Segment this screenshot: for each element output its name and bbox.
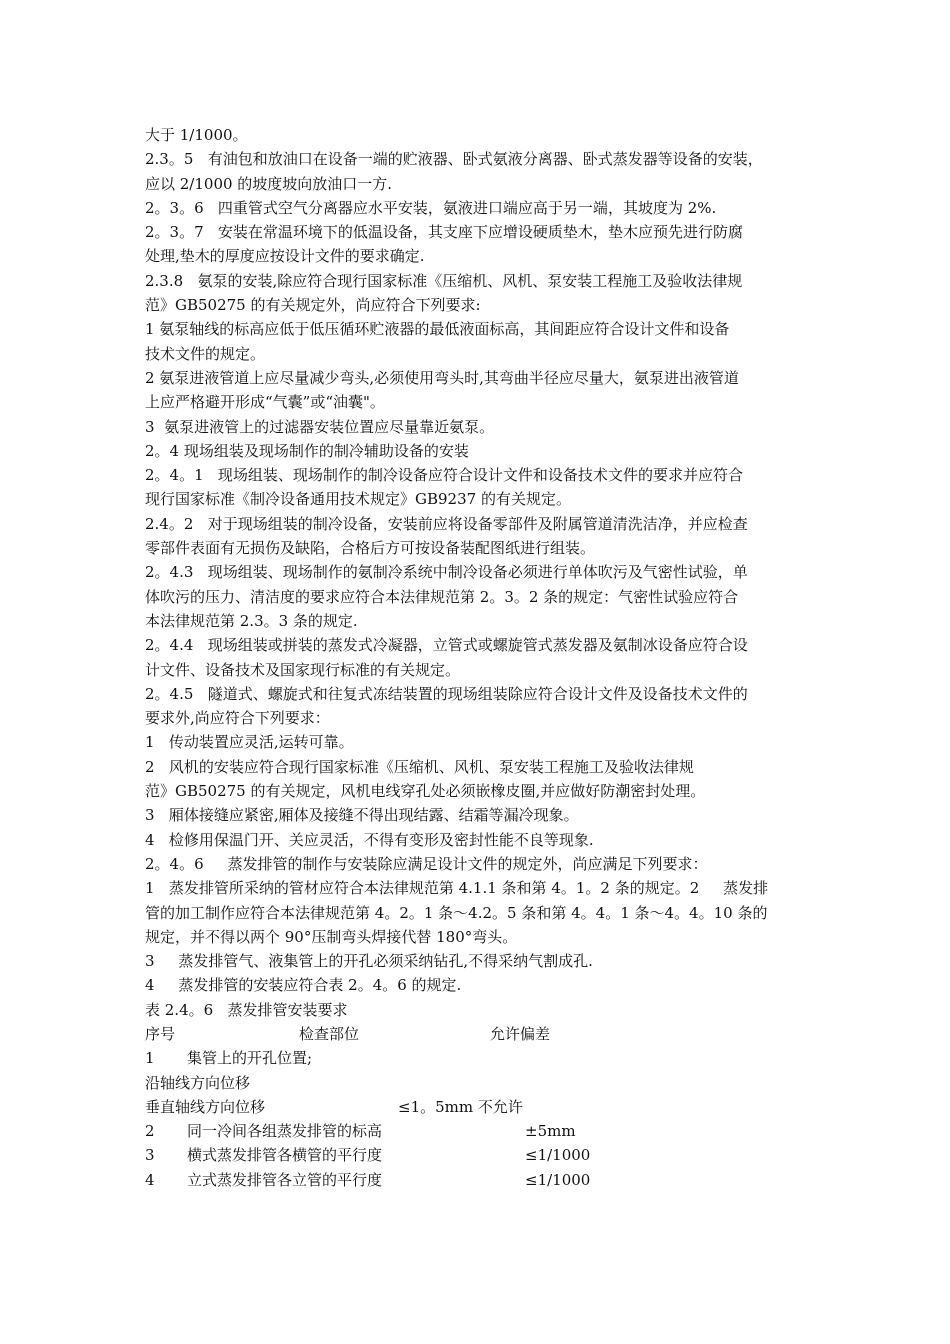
text-line: 计文件、设备技术及国家现行标准的有关规定。 [145,660,461,679]
text-line: 处理,垫木的厚度应按设计文件的要求确定. [145,247,425,266]
table-row [145,1168,815,1192]
text-line: 范》GB50275 的有关规定外，尚应符合下列要求: [145,296,481,315]
row-no: 2 [145,1122,155,1141]
text-line: 体吹污的压力、清洁度的要求应符合本法律规范第 2。3。2 条的规定：气密性试验应符合 [145,587,739,606]
text-line: 1 传动装置应灵活,运转可靠。 [145,733,354,752]
row-no: 3 [145,1146,155,1165]
row-part: 横式蒸发排管各横管的平行度 [187,1146,383,1165]
text-line: 范》GB50275 的有关规定，风机电线穿孔处必须嵌橡皮圈,并应做好防潮密封处理。 [145,782,706,801]
text-line: 2。3。6 四重管式空气分离器应水平安装，氨液进口端应高于另一端，其坡度为 2%. [145,198,717,217]
text-line: 3 厢体接缝应紧密,厢体及接缝不得出现结露、结霜等漏冷现象。 [145,806,579,825]
text-line: 技术文件的规定。 [145,344,266,363]
text-line: 2。4.4 现场组装或拼装的蒸发式冷凝器，立管式或螺旋管式蒸发器及氨制冰设备应符合设 [145,636,748,655]
table-row [145,1119,815,1143]
text-line: 管的加工制作应符合本法律规范第 4。2。1 条～4.2。5 条和第 4。4。1 条～4。4。10 条的 [145,903,768,922]
table-header-row [145,1022,815,1046]
text-line: 4 检修用保温门开、关应灵活，不得有变形及密封性能不良等现象. [145,830,594,849]
row-tolerance: ±5mm [525,1122,576,1141]
text-line: 2 氨泵进液管道上应尽量减少弯头,必须使用弯头时,其弯曲半径应尽量大，氨泵进出液管道 [145,368,739,387]
table-row [145,1071,815,1095]
text-line: 2.3。5 有油包和放油口在设备一端的贮液器、卧式氨液分离器、卧式蒸发器等设备的安装， [145,150,763,169]
text-line: 2 风机的安装应符合现行国家标准《压缩机、风机、泵安装工程施工及验收法律规 [145,757,694,776]
row-tolerance: ≤1。5mm 不允许 [398,1097,523,1116]
text-line: 4 蒸发排管的安装应符合表 2。4。6 的规定. [145,976,462,995]
text-line: 大于 1/1000。 [145,126,248,144]
section-heading: 2。4 现场组装及现场制作的制冷辅助设备的安装 [145,441,469,460]
row-part: 垂直轴线方向位移 [145,1097,266,1116]
header-tolerance: 允许偏差 [490,1024,551,1043]
header-no: 序号 [145,1024,176,1043]
row-tolerance: ≤1/1000 [525,1170,591,1189]
text-line: 2。3。7 安装在常温环境下的低温设备，其支座下应增设硬质垫木，垫木应预先进行防腐 [145,223,743,242]
text-line: 2。4。6 蒸发排管的制作与安装除应满足设计文件的规定外，尚应满足下列要求： [145,854,708,873]
table-row [145,1143,815,1167]
table-caption: 表 2.4。6 蒸发排管安装要求 [145,1000,348,1019]
row-part: 沿轴线方向位移 [145,1073,251,1092]
row-part: 同一冷间各组蒸发排管的标高 [187,1122,383,1141]
text-line: 应以 2/1000 的坡度坡向放油口一方. [145,174,393,193]
row-part: 集管上的开孔位置; [187,1049,313,1068]
text-line: 规定，并不得以两个 90°压制弯头焊接代替 180°弯头。 [145,927,518,946]
document-body [145,123,815,1192]
row-tolerance: ≤1/1000 [525,1146,591,1165]
table-row [145,1046,815,1070]
text-line: 上应严格避开形成“气囊”或“油囊"。 [145,393,385,412]
text-line: 2.4。2 对于现场组装的制冷设备，安装前应将设备零部件及附属管道清洗洁净，并应检查 [145,514,748,533]
tolerance-table [145,1022,815,1192]
text-line: 2。4.3 现场组装、现场制作的氨制冷系统中制冷设备必须进行单体吹污及气密性试验，单 [145,563,748,582]
text-line: 3 蒸发排管气、液集管上的开孔必须采纳钻孔,不得采纳气割成孔. [145,952,593,971]
text-line: 1 氨泵轴线的标高应低于低压循环贮液器的最低液面标高，其间距应符合设计文件和设备 [145,320,730,339]
header-part: 检查部位 [299,1024,360,1043]
row-part: 立式蒸发排管各立管的平行度 [187,1170,383,1189]
text-line: 3 氨泵进液管上的过滤器安装位置应尽量靠近氨泵。 [145,417,495,436]
row-no: 1 [145,1049,155,1068]
text-line: 2。4。1 现场组装、现场制作的制冷设备应符合设计文件和设备技术文件的要求并应符合 [145,466,743,485]
row-no: 4 [145,1170,155,1189]
text-line: 2.3.8 氨泵的安装,除应符合现行国家标准《压缩机、风机、泵安装工程施工及验收法律规 [145,271,743,290]
text-line: 现行国家标准《制冷设备通用技术规定》GB9237 的有关规定。 [145,490,571,509]
text-line: 要求外,尚应符合下列要求： [145,709,330,728]
text-line: 1 蒸发排管所采纳的管材应符合本法律规范第 4.1.1 条和第 4。1。2 条的规定。2 蒸发排 [145,879,769,898]
text-line: 本法律规范第 2.3。3 条的规定. [145,611,358,630]
text-line: 2。4.5 隧道式、螺旋式和往复式冻结装置的现场组装除应符合设计文件及设备技术文件的 [145,684,748,703]
text-line: 零部件表面有无损伤及缺陷，合格后方可按设备装配图纸进行组装。 [145,539,596,558]
table-row [145,1095,815,1119]
